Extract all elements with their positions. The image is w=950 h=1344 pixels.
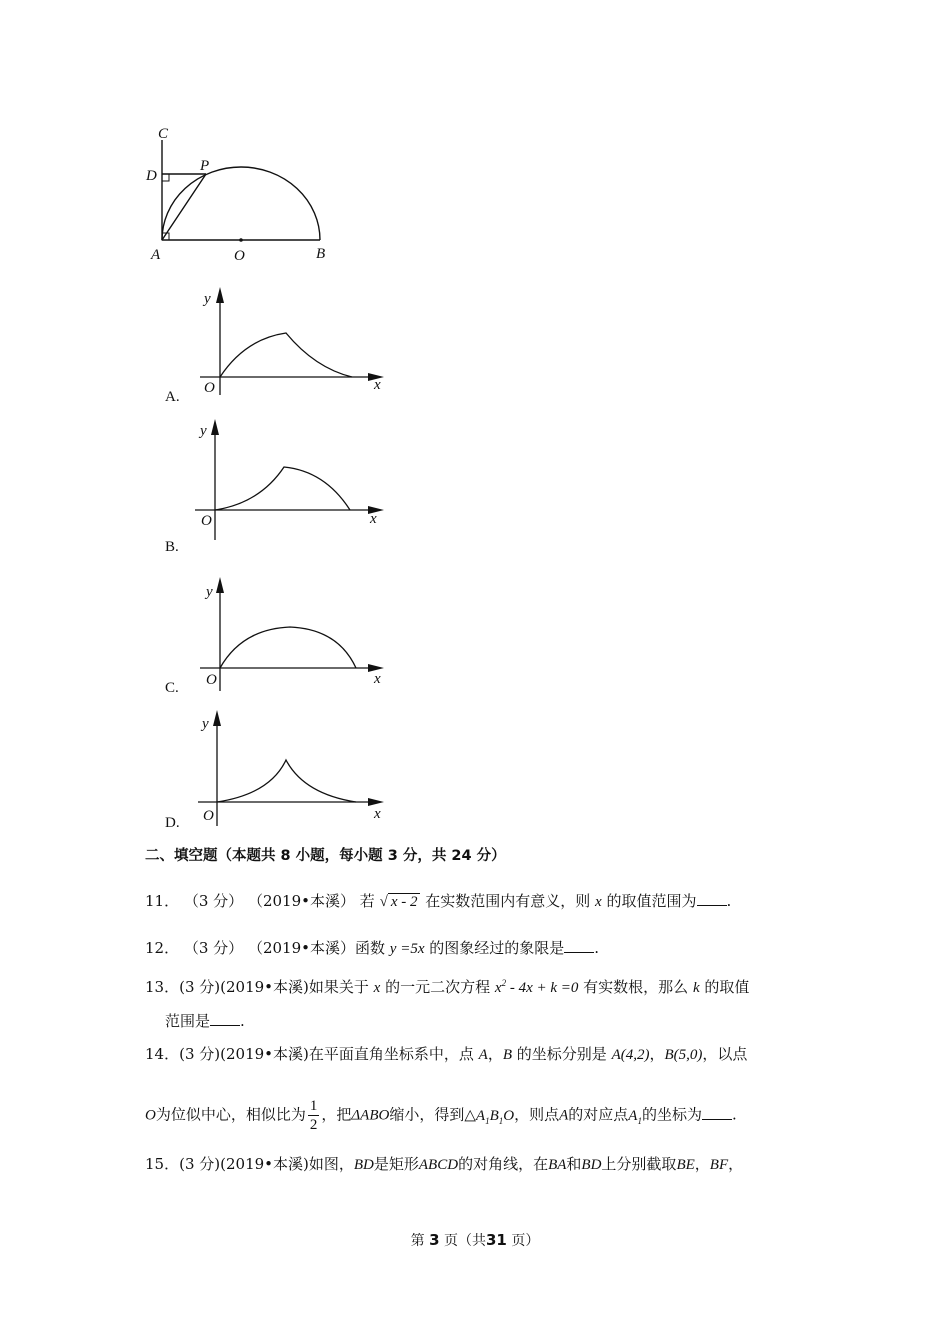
q15-source: (2019•本溪) (220, 1155, 309, 1173)
origin-label: O (203, 808, 214, 824)
main-figure (140, 122, 340, 267)
axis-x-label: x (374, 377, 381, 393)
q14-tri1-o: O (503, 1107, 515, 1124)
option-c-graph (190, 573, 390, 693)
option-a-graph (190, 283, 390, 403)
footer-post: 页） (511, 1233, 540, 1249)
q11-var: x (595, 894, 602, 910)
q15-text-5: 上分别截取 (601, 1155, 677, 1173)
y-axis-arrow (216, 287, 224, 303)
q14-text-5: ，把 (321, 1105, 352, 1124)
q14-frac-den: 2 (309, 1117, 318, 1133)
q13-text-2: 的一元二次方程 (385, 978, 491, 996)
q11-radicand: x - 2 (388, 893, 421, 910)
option-c-label: C. (165, 680, 179, 696)
q14-text-8: 的对应点 (568, 1105, 629, 1124)
option-d-graph (190, 708, 390, 828)
q13-end: . (240, 1012, 245, 1030)
segment-ap (162, 174, 206, 240)
axis-x-label: x (370, 511, 377, 527)
q13-source: (2019•本溪) (220, 978, 309, 996)
q14-text-3: ，以点 (702, 1045, 748, 1063)
question-12 (145, 937, 599, 960)
q14-text-1: 在平面直角坐标系中，点 (308, 1045, 474, 1063)
section-title: 二、填空题（本题共 8 小题，每小题 3 分，共 24 分） (145, 848, 506, 864)
q14-frac-num: 1 (309, 1098, 318, 1114)
q14-answer-blank[interactable] (702, 1105, 732, 1120)
q12-text-2: 的图象经过的象限是 (429, 939, 565, 957)
q13-text-4: 的取值 (704, 978, 750, 996)
x-axis-arrow (368, 798, 384, 806)
q15-be: BE (676, 1157, 695, 1173)
question-15 (145, 1153, 743, 1176)
y-axis-arrow (211, 419, 219, 435)
option-d-label: D. (165, 815, 180, 831)
q14-a1-sub: 1 (637, 1115, 642, 1126)
q12-answer-blank[interactable] (564, 938, 594, 953)
q14-num: 14． (145, 1045, 180, 1063)
q13-equation (495, 980, 578, 996)
q13-eq-exp: 2 (501, 978, 507, 988)
axis-y-label: y (204, 291, 211, 307)
q12-end: . (594, 939, 600, 957)
q11-source: （2019•本溪） (247, 892, 355, 910)
q14-point-a: A (478, 1047, 488, 1063)
page-footer (0, 1230, 950, 1250)
label-d: D (146, 168, 157, 184)
label-o: O (234, 248, 245, 264)
question-14 (145, 1043, 747, 1066)
q15-text-4: 和 (566, 1155, 582, 1173)
q14-tri1-a: A (475, 1107, 486, 1124)
q15-text-1: 如图， (308, 1155, 354, 1173)
axis-y-label: y (202, 716, 209, 732)
footer-page: 3 (429, 1231, 440, 1249)
q11-text-2: 在实数范围内有意义，则 (425, 892, 591, 910)
q15-text-3: 的对角线，在 (458, 1155, 549, 1173)
q14-source: (2019•本溪) (220, 1045, 309, 1063)
curve (217, 760, 356, 802)
label-a: A (151, 247, 161, 263)
curve (220, 333, 352, 377)
curve (220, 627, 356, 668)
q14-text-4: 为位似中心，相似比为 (155, 1105, 306, 1124)
option-a-label: A. (165, 389, 180, 405)
q12-text-1: 函数 (355, 939, 386, 957)
label-b: B (316, 246, 326, 262)
q11-end: . (726, 892, 732, 910)
right-angle-d (162, 174, 169, 181)
q14-sep: ， (487, 1045, 503, 1063)
label-p: P (200, 158, 210, 174)
q15-text-6: ， (728, 1155, 744, 1173)
q13-eq-rest: - 4x + k =0 (506, 980, 579, 996)
q15-sep: ， (694, 1155, 710, 1173)
q13-num: 13． (145, 978, 180, 996)
q14-tri: ΔABO (351, 1107, 390, 1124)
q13-text-3: 有实数根，那么 (583, 978, 689, 996)
q14-tri1-b: B (489, 1107, 499, 1124)
curve (215, 467, 350, 510)
axis-x-label: x (374, 671, 381, 687)
label-c: C (158, 126, 169, 142)
q15-ba: BA (548, 1157, 567, 1173)
q11-text-1: 若 (359, 892, 375, 910)
y-axis-arrow (216, 577, 224, 593)
q13-text-1: 如果关于 (308, 978, 369, 996)
footer-pre: 第 (410, 1233, 425, 1249)
option-b-graph (190, 415, 390, 540)
q14-tri1 (476, 1108, 514, 1124)
q14-a2: A (559, 1107, 569, 1124)
q14-a1 (628, 1108, 642, 1124)
q13-line2: 范围是 (165, 1012, 211, 1030)
q14-a-coord: A(4,2) (611, 1047, 650, 1063)
footer-total: 31 (486, 1231, 507, 1249)
q14-text-7: ，则点 (514, 1105, 560, 1124)
footer-mid: 页（共 (444, 1233, 486, 1249)
q11-sqrt: √ x - 2 (380, 893, 421, 910)
q14-b-coord: B(5,0) (664, 1047, 703, 1063)
question-13-line2 (165, 1010, 245, 1032)
q14-text-6: 缩小，得到△ (389, 1105, 476, 1124)
q15-num: 15． (145, 1155, 180, 1173)
question-13 (145, 972, 749, 999)
axis-y-label: y (206, 584, 213, 600)
q14-tri1-sub1: 1 (485, 1115, 490, 1126)
q12-expr: y =5x (389, 941, 425, 957)
q12-num: 12． (145, 939, 180, 957)
q13-k: k (692, 980, 700, 996)
origin-label: O (201, 513, 212, 529)
question-11 (145, 890, 731, 913)
origin-label: O (206, 672, 217, 688)
q15-score: (3 分) (179, 1155, 221, 1173)
y-axis-arrow (213, 710, 221, 726)
q15-abcd: ABCD (418, 1157, 459, 1173)
q15-bd-2: BD (581, 1157, 602, 1173)
q13-eq-x: x (494, 980, 502, 996)
q15-bd: BD (353, 1157, 374, 1173)
q14-o: O (145, 1107, 156, 1124)
q14-fraction (308, 1097, 320, 1134)
q14-score: (3 分) (179, 1045, 221, 1063)
q11-answer-blank[interactable] (697, 891, 727, 906)
axis-y-label: y (200, 423, 207, 439)
q14-end: . (731, 1105, 737, 1124)
q12-score: （3 分） (183, 939, 244, 957)
q14-tri1-sub2: 1 (498, 1115, 504, 1126)
q12-source: （2019•本溪） (247, 939, 355, 957)
q14-a1-letter: A (628, 1107, 638, 1124)
q11-score: （3 分） (183, 892, 244, 910)
question-14-line2 (145, 1097, 737, 1134)
q13-score: (3 分) (179, 978, 221, 996)
origin-label: O (204, 380, 215, 396)
q14-text-2: 的坐标分别是 (516, 1045, 607, 1063)
q11-text-3: 的取值范围为 (606, 892, 697, 910)
q14-text-9: 的坐标为 (641, 1105, 702, 1124)
q15-bf: BF (709, 1157, 729, 1173)
center-point-o (239, 238, 243, 242)
q11-num: 11． (145, 892, 180, 910)
q14-sep-2: ， (649, 1045, 665, 1063)
axis-x-label: x (374, 806, 381, 822)
q14-point-b: B (502, 1047, 513, 1063)
q13-var: x (373, 980, 381, 996)
q15-text-2: 是矩形 (373, 1155, 419, 1173)
option-b-label: B. (165, 539, 179, 555)
q13-answer-blank[interactable] (210, 1011, 240, 1026)
